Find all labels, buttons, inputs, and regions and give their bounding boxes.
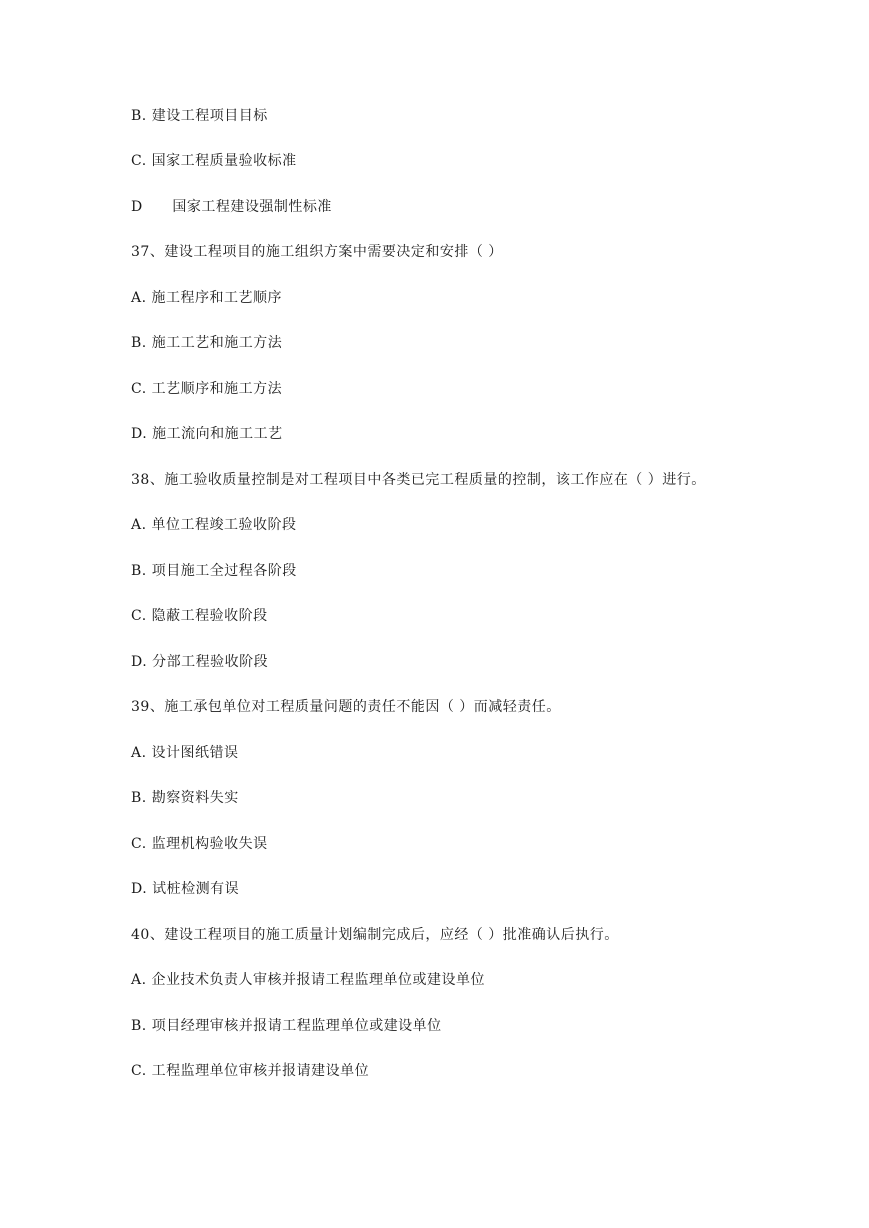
option-c-38: C. 隐蔽工程验收阶段 (131, 608, 268, 624)
option-a-38: A. 单位工程竣工验收阶段 (131, 517, 297, 533)
option-a-39: A. 设计图纸错误 (131, 745, 239, 761)
option-b-38: B. 项目施工全过程各阶段 (131, 563, 297, 579)
option-c-40: C. 工程监理单位审核并报请建设单位 (131, 1063, 370, 1079)
option-d-37: D. 施工流向和施工工艺 (131, 426, 283, 442)
option-c-37: C. 工艺顺序和施工方法 (131, 381, 283, 397)
option-b-37: B. 施工工艺和施工方法 (131, 335, 283, 351)
option-d-39: D. 试桩检测有误 (131, 881, 240, 897)
option-a-40: A. 企业技术负责人审核并报请工程监理单位或建设单位 (131, 972, 486, 988)
option-a-37: A. 施工程序和工艺顺序 (131, 290, 283, 306)
question-39: 39、施工承包单位对工程质量问题的责任不能因（ ）而减轻责任。 (131, 699, 561, 715)
option-c-39: C. 监理机构验收失误 (131, 836, 268, 852)
option-d-38: D. 分部工程验收阶段 (131, 654, 269, 670)
question-38: 38、施工验收质量控制是对工程项目中各类已完工程质量的控制，该工作应在（ ）进行。 (131, 472, 706, 488)
question-37: 37、建设工程项目的施工组织方案中需要决定和安排（ ） (131, 244, 503, 260)
option-b-39: B. 勘察资料失实 (131, 790, 239, 806)
option-b-40: B. 项目经理审核并报请工程监理单位或建设单位 (131, 1018, 442, 1034)
option-d-36: D 国家工程建设强制性标准 (131, 199, 332, 215)
question-40: 40、建设工程项目的施工质量计划编制完成后，应经（ ）批准确认后执行。 (131, 927, 619, 943)
option-c-36: C. 国家工程质量验收标准 (131, 153, 297, 169)
option-b-36: B. 建设工程项目目标 (131, 108, 268, 124)
